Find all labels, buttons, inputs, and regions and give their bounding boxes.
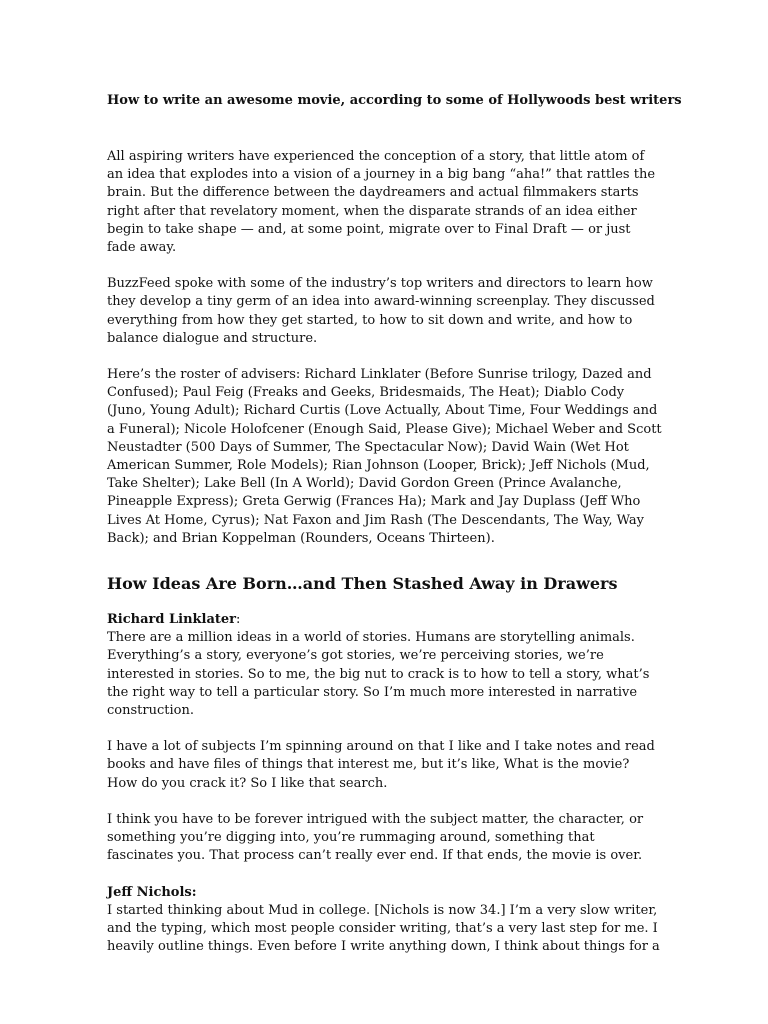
quote-paragraph: I have a lot of subjects I’m spinning around on that I like and I take notes and read books and have files of things that interest me, but it’s like, What is the movie? How do you crack it? So I like that search.: [107, 739, 655, 791]
intro-paragraph-1: All aspiring writers have experienced the conception of a story, that little atom of an idea that explodes into a vision of a journey in a big bang “aha!” that rattles the brain. But the difference between the daydreamers and actual filmmakers starts right after that revelatory moment, when the disparate strands of an idea either begin to take shape — and, at some point, migrate over to Final Draft — or just fade away.: [107, 149, 656, 256]
section-heading: How Ideas Are Born…and Then Stashed Away in Drawers: [107, 574, 618, 594]
intro-paragraph-2: BuzzFeed spoke with some of the industry’s top writers and directors to learn how they develop a tiny germ of an idea into award-winning screenplay. They discussed everything from how they get started, to how to sit down and write, and how to balance dialogue and structure.: [107, 276, 655, 346]
document-page: [107, 92, 682, 974]
quote-paragraph: There are a million ideas in a world of stories. Humans are storytelling animals. Everything’s a story, everyone’s got stories, we’re perceiving stories, we’re interested in stories. So to me, the big nut to crack is to how to tell a story, what’s the right way to tell a particular story. So I’m much more interested in narrative construction.: [107, 630, 650, 719]
speaker-name-suffix: :: [236, 612, 241, 628]
speaker-name: Jeff Nichols:: [107, 884, 197, 900]
document-title: How to write an awesome movie, according to some of Hollywoods best writers: [107, 93, 682, 108]
quote-paragraph: I think you have to be forever intrigued with the subject matter, the character, or something you’re digging into, you’re rummaging around, something that fascinates you. That process can’t really ever end. If that ends, the movie is over.: [107, 811, 644, 864]
speaker-block-linklater: [107, 611, 663, 865]
speaker-name: Richard Linklater: [107, 612, 237, 628]
speaker-heading: [107, 884, 663, 902]
intro-paragraph-3: Here’s the roster of advisers: Richard Linklater (Before Sunrise trilogy, Dazed and Confused); Paul Feig (Freaks and Geeks, Bridesmaids, The Heat); Diablo Cody (Juno, Young Adult); Richard Curtis (Love Actually, About Time, Four Weddings and a Funeral); Nicole Holofcener (Enough Said, Please Give); Michael Weber and Scott Neustadter (500 Days of Summer, The Spectacular Now); David Wain (Wet Hot American Summer, Role Models); Rian Johnson (Looper, Brick); Jeff Nichols (Mud, Take Shelter); Lake Bell (In A World); David Gordon Green (Prince Avalanche, Pineapple Express); Greta Gerwig (Frances Ha); Mark and Jay Duplass (Jeff Who Lives At Home, Cyrus); Nat Faxon and Jim Rash (The Descendants, The Way, Way Back); and Brian Koppelman (Rounders, Oceans Thirteen).: [107, 367, 662, 546]
speaker-heading: [107, 611, 663, 629]
speaker-block-nichols: [107, 884, 663, 957]
quote-paragraph: I started thinking about Mud in college. [Nichols is now 34.] I’m a very slow writer, and the typing, which most people consider writing, that’s a very last step for me. I heavily outline things. Even before I write anything down, I think about things for a: [107, 902, 660, 955]
